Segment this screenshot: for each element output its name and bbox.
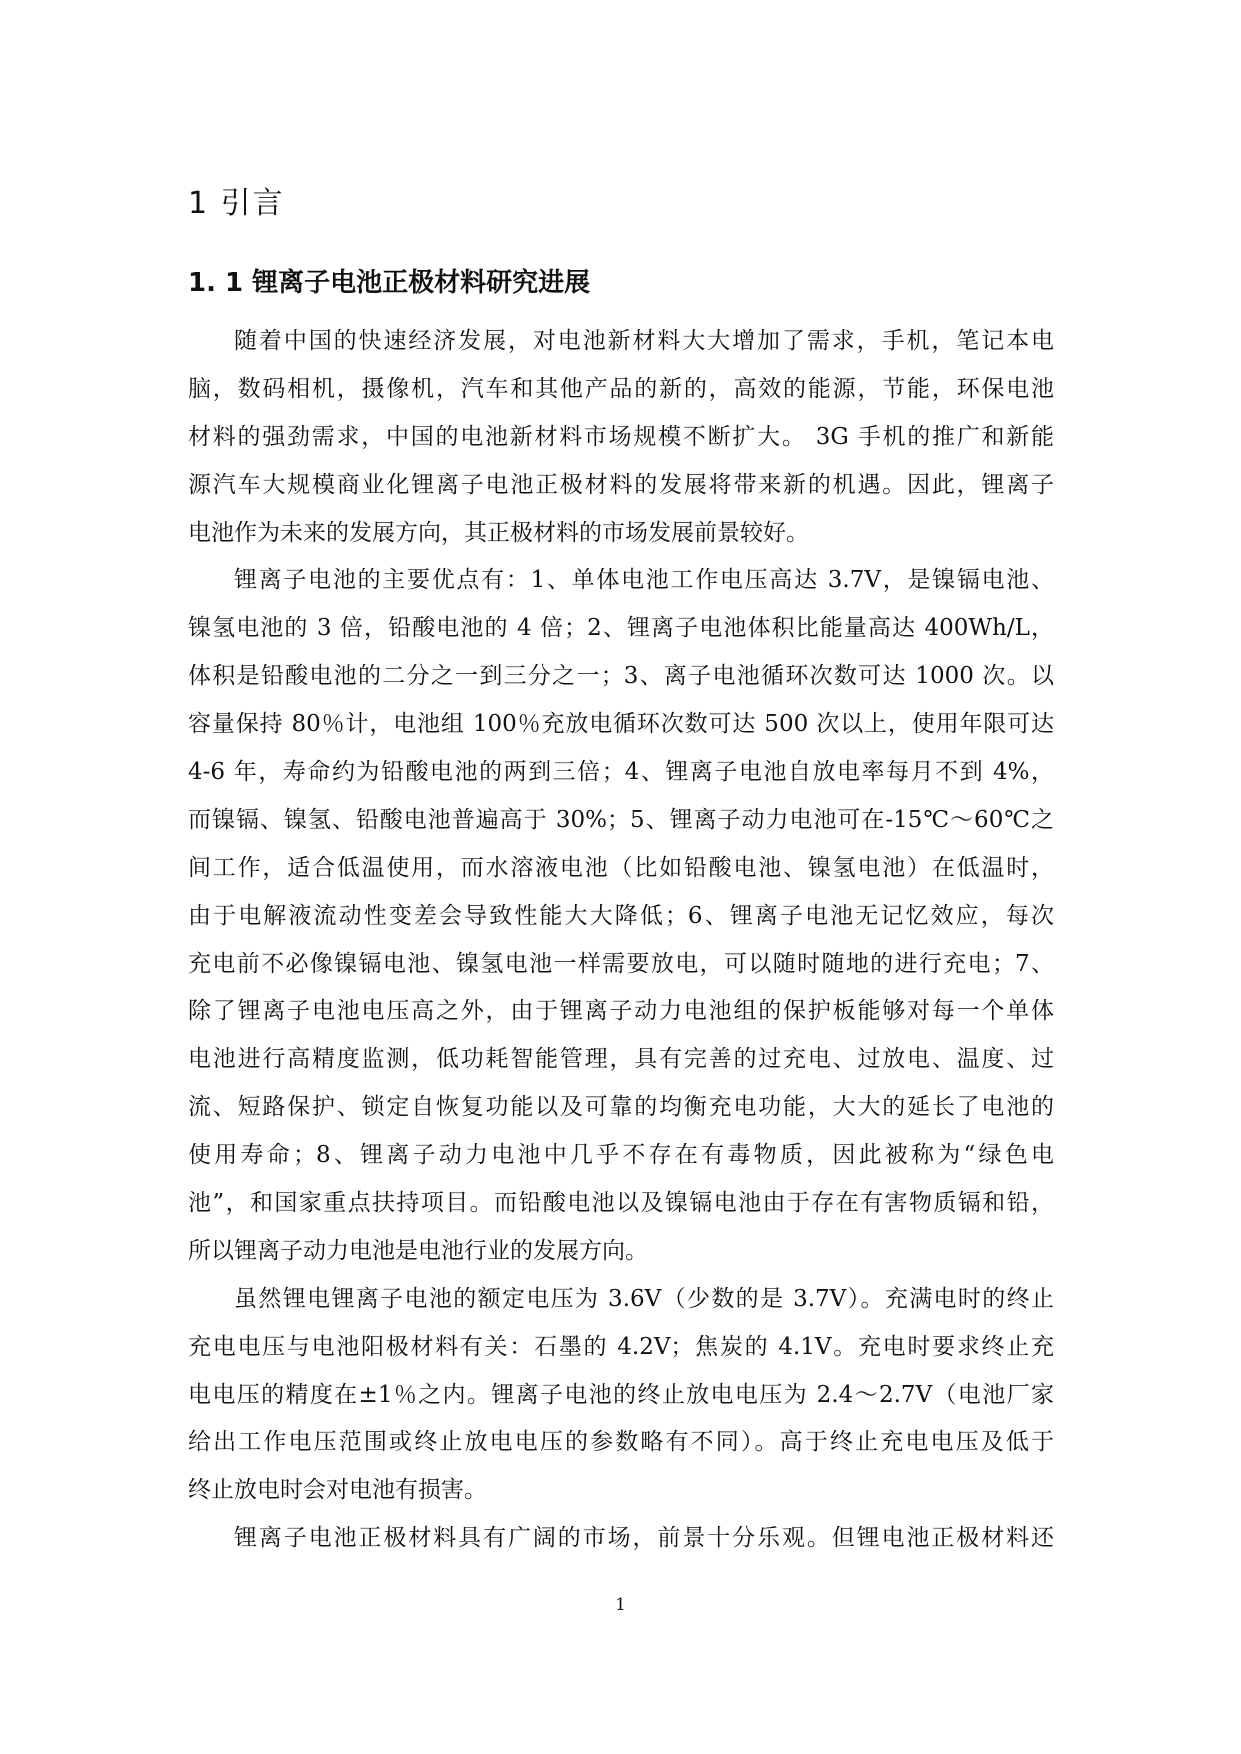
text-line: 材料的强劲需求，中国的电池新材料市场规模不断扩大。 3G 手机的推广和新能 bbox=[188, 423, 1054, 450]
text-line: 所以锂离子动力电池是电池行业的发展方向。 bbox=[188, 1237, 648, 1264]
text-line: 给出工作电压范围或终止放电电压的参数略有不同）。高于终止充电电压及低于 bbox=[188, 1429, 1054, 1456]
text-line: 镍氢电池的 3 倍，铅酸电池的 4 倍；2、锂离子电池体积比能量高达 400Wh/L， bbox=[188, 615, 1054, 642]
text-line: 终止放电时会对电池有损害。 bbox=[188, 1477, 487, 1504]
text-line: 4-6 年，寿命约为铅酸电池的两到三倍；4、锂离子电池自放电率每月不到 4%， bbox=[188, 759, 1054, 786]
text-line: 锂离子电池正极材料具有广阔的市场，前景十分乐观。但锂电池正极材料还 bbox=[234, 1525, 1054, 1552]
text-line: 电池进行高精度监测，低功耗智能管理，具有完善的过充电、过放电、温度、过 bbox=[188, 1046, 1054, 1073]
text-line: 而镍镉、镍氢、铅酸电池普遍高于 30%；5、锂离子动力电池可在-15℃～60℃之 bbox=[188, 806, 1054, 833]
text-line: 容量保持 80％计，电池组 100％充放电循环次数可达 500 次以上，使用年限可达 bbox=[188, 711, 1054, 738]
text-line: 使用寿命；8、锂离子动力电池中几乎不存在有毒物质，因此被称为“绿色电 bbox=[188, 1142, 1054, 1169]
text-line: 脑，数码相机，摄像机，汽车和其他产品的新的，高效的能源，节能，环保电池 bbox=[188, 375, 1054, 402]
text-line: 随着中国的快速经济发展，对电池新材料大大增加了需求，手机，笔记本电 bbox=[234, 328, 1054, 354]
page-number: 1 bbox=[615, 1595, 626, 1615]
text-line: 间工作，适合低温使用，而水溶液电池（比如铅酸电池、镍氢电池）在低温时， bbox=[188, 854, 1054, 881]
text-line: 锂离子电池的主要优点有：1、单体电池工作电压高达 3.7V，是镍镉电池、 bbox=[234, 567, 1054, 594]
text-line: 充电前不必像镍镉电池、镍氢电池一样需要放电，可以随时随地的进行充电；7、 bbox=[188, 950, 1054, 977]
text-line: 体积是铅酸电池的二分之一到三分之一；3、离子电池循环次数可达 1000 次。以 bbox=[188, 663, 1054, 690]
text-line: 池”，和国家重点扶持项目。而铅酸电池以及镍镉电池由于存在有害物质镉和铅， bbox=[188, 1190, 1054, 1217]
text-line: 充电电压与电池阳极材料有关：石墨的 4.2V；焦炭的 4.1V。充电时要求终止充 bbox=[188, 1333, 1054, 1360]
text-line: 除了锂离子电池电压高之外，由于锂离子动力电池组的保护板能够对每一个单体 bbox=[188, 998, 1054, 1025]
text-line: 电电压的精度在±1％之内。锂离子电池的终止放电电压为 2.4～2.7V（电池厂家 bbox=[188, 1381, 1054, 1408]
section-title: 1. 1 锂离子电池正极材料研究进展 bbox=[188, 268, 591, 298]
text-line: 电池作为未来的发展方向，其正极材料的市场发展前景较好。 bbox=[188, 519, 809, 546]
body-text bbox=[188, 318, 1054, 1563]
text-line: 由于电解液流动性变差会导致性能大大降低；6、锂离子电池无记忆效应，每次 bbox=[188, 902, 1054, 929]
text-line: 虽然锂电锂离子电池的额定电压为 3.6V（少数的是 3.7V）。充满电时的终止 bbox=[234, 1285, 1054, 1312]
text-line: 源汽车大规模商业化锂离子电池正极材料的发展将带来新的机遇。因此，锂离子 bbox=[188, 471, 1054, 498]
chapter-title: 1 引言 bbox=[188, 186, 285, 221]
text-line: 流、短路保护、锁定自恢复功能以及可靠的均衡充电功能，大大的延长了电池的 bbox=[188, 1094, 1054, 1121]
